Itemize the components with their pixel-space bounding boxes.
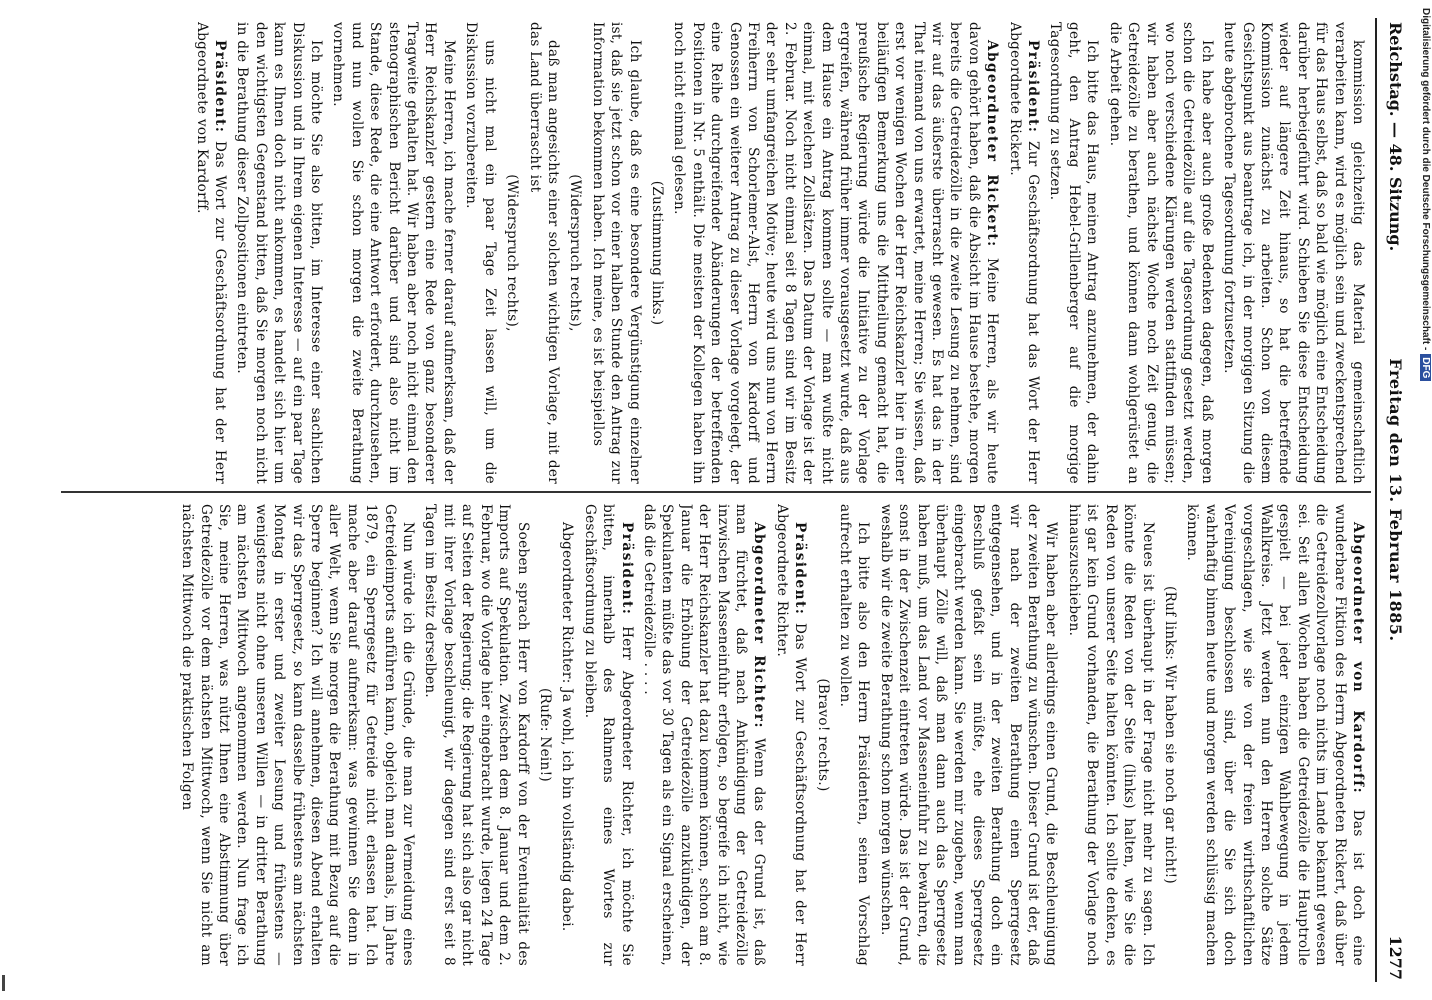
right-text-column: [67, 504, 1367, 966]
speaker-name: Abgeordneter von Kardorff:: [1350, 522, 1366, 795]
header-date: Freitag den 13. Februar 1885.: [1386, 358, 1405, 642]
paragraph-text: Ich bitte das Haus, meinen Antrag anzunehmen, der dahin geht, den Antrag Hebel-Grillenberger auf die morgige Tagesordnung zu setzen.: [1047, 22, 1101, 484]
paragraph: [421, 504, 531, 966]
paragraph-text: (Widerspruch rechts),: [504, 174, 521, 332]
paragraph: [558, 504, 576, 966]
paragraph-text: (Ruf links: Wir haben sie noch gar nicht!): [1161, 585, 1178, 885]
paragraph: [178, 504, 417, 966]
speech-paragraph: [670, 22, 1001, 484]
interjection: [536, 504, 554, 966]
interjection: [503, 22, 521, 484]
paragraph-text: Zur Geschäftsordnung hat das Wort der Herr Abgeordnete Rickert.: [1006, 22, 1042, 484]
speaker-name: Präsident:: [212, 40, 229, 134]
paragraph-text: Das ist doch eine wunderbare Fiktion des Herrn Abgeordneten Rickert, daß über die Getreidezollvorlage noch nichts im Lande bekannt gewesen sei. Seit allen Wochen haben die Getreidezölle die Hauptrolle gespielt — bei jeder einzigen Wahlbewegung in jedem Wahlkreise. Jetzt werden nun den Herren solche Sätze vorgeschlagen, wie sie von der freien wirthschaftlichen Vereinigung beschlossen sind, über die Sie sich doch wahrhaftig binnen heute und morgen werden schlüssig machen können.: [1184, 504, 1366, 966]
speech-paragraph: [580, 504, 635, 966]
paragraph-text: Nun würde ich die Gründe, die man zur Vermeidung eines Getreideimports anführen kann, obgleich man damals, im Jahre 1879, ein Sperrgesetz für Getreide nicht erlassen hat. Ich mache aber darauf aufmerksam: was gewinnen Sie denn in aller Welt, wenn Sie morgen die Berathung mit Bezug auf die Sperre beginnen? Ich will annehmen, diesen Abend erhalten wir das Sperrgesetz, so kann dasselbe frühestens am nächsten Montag in erster und zweiter Lesung und frühestens — wenigstens nicht ohne unseren Willen — in dritter Berathung am nächsten Mittwoch angenommen werden. Nun frage ich Sie, meine Herren, was nützt Ihnen eine Abstimmung über Getreidezölle vor dem nächsten Mittwoch, wenn Sie nicht am nächsten Mittwoch die praktischen Folgen: [179, 504, 417, 966]
paragraph-text: (Zustimmung links.): [648, 180, 665, 326]
credit-label: Digitalisierung gefördert durch die Deutsche Forschungsgemeinschaft -: [1420, 8, 1431, 351]
paragraph-text: Ich möchte Sie also bitten, im Interesse einer sachlichen Diskussion und in Ihrem eigenen Interesse — auf ein paar Tage kann es Ihnen doch nicht ankommen, es handelt sich hier um den wichtigsten Gegenstand bitten, daß Sie morgen noch nicht in die Berathung dieser Zollpositionen eintreten.: [234, 22, 325, 484]
interjection: [566, 22, 584, 484]
page-header: [1377, 10, 1411, 990]
speaker-name: Präsident:: [1025, 40, 1042, 134]
paragraph: [836, 504, 873, 966]
paragraph-text: Meine Herren, ich mache ferner darauf aufmerksam, daß der Herr Reichskanzler gestern eine Rede von ganz besonderer Tragweite gehalten hat. Wir haben aber noch nicht einmal den stenographischen Bericht darüber und sind also nicht im Stande, diese Rede, die eine Antwort erfordert, durchzusehen, und nun wollen Sie schon morgen die zweite Berathung vornehmen.: [330, 22, 457, 484]
paragraph-text: (Bravo! rechts.): [814, 678, 831, 792]
paragraph: [329, 22, 458, 484]
paragraph: [233, 22, 325, 484]
dfg-badge: DFG: [1420, 354, 1431, 381]
speech-paragraph: [640, 504, 769, 966]
column-divider: [61, 491, 1371, 493]
paragraph: [1046, 22, 1101, 484]
paragraph: [525, 22, 562, 484]
paragraph-text: Herr Abgeordneter Richter, ich möchte Sie bitten, innerhalb des Rahmens eines Wortes zur Geschäftsordnung zu bleiben.: [581, 504, 635, 966]
left-text-column: [67, 22, 1367, 484]
paragraph: [1220, 22, 1367, 484]
speaker-name: Abgeordneter Richter:: [751, 522, 768, 729]
speech-paragraph: [1005, 22, 1042, 484]
scan-margin-mark: [2, 975, 5, 991]
paragraph: [876, 504, 1060, 966]
paragraph-text: Abgeordneter Richter: Ja wohl, ich bin vollständig dabei.: [559, 522, 576, 932]
paragraph-text: Das Wort zur Geschäftsordnung hat der Herr Abgeordnete Richter.: [773, 504, 809, 966]
digitization-credit-strip: [1409, 8, 1431, 988]
rotated-document-page: [51, 10, 1411, 990]
credit-text: [1420, 8, 1431, 988]
interjection: [1161, 504, 1179, 966]
paragraph-text: Ich bitte also den Herrn Präsidenten, seinen Vorschlag aufrecht erhalten zu wollen.: [837, 504, 872, 966]
paragraph-text: Ich habe aber auch große Bedenken dagegen, daß morgen schon die Getreidezölle auf die Tagesordnung gesetzt werden, wo noch verschiedene Klärungen werden stattfinden müssen; wir haben aber auch nächste Woche noch Zeit genug, die Getreidezölle zu berathen, und können dann wohlgerüstet an die Arbeit gehen.: [1106, 22, 1215, 484]
header-rule: [1375, 18, 1377, 982]
speech-paragraph: [1183, 504, 1367, 966]
paragraph: [588, 22, 643, 484]
speech-paragraph: [192, 22, 229, 484]
paragraph-text: (Rufe: Nein!): [536, 688, 553, 782]
paragraph-text: uns nicht mal ein paar Tage Zeit lassen will, um die Diskussion vorzubereiten.: [463, 22, 498, 484]
paragraph-text: kommission gleichzeitig das Material gemeinschaftlich verarbeiten kann, wird es möglich sein und zweckentsprechend für das Haus selbst, daß so bald wie möglich eine Entscheidung darüber herbeigeführt wird. Schieben Sie diese Entscheidung wieder auf längere Zeit hinaus, so hat die betreffende Kommission zunächst zu arbeiten. Schon von diesem Gesichtspunkt aus beantrage ich, in der morgigen Sitzung die heute abgebrochene Tagesordnung fortzusetzen.: [1221, 22, 1366, 484]
paragraph-text: Wir haben aber allerdings einen Grund, die Beschleunigung der zweiten Berathung zu wünschen. Dieser Grund ist der, daß wir nach der zweiten Berathung einen Sperrgesetz entgegensehen, und in der zweiten Berathung doch ein Beschluß gefaßt sein müßte, ehe dieses Sperrgesetz eingebracht werden kann. Sie werden mir zugeben, wenn man überhaupt Zölle will, daß man dann auch das Sperrgesetz haben muß, um das Land vor Masseneinfuhr zu bewahren, die sonst in der Zwischenzeit eintreten würde. Das ist der Grund, weshalb wir die zweite Berathung schon morgen wünschen.: [877, 504, 1060, 966]
page-number: 1277: [1386, 935, 1405, 980]
paragraph-text: daß man angesichts einer solchen wichtigen Vorlage, mit der das Land überrascht ist: [526, 22, 561, 484]
speech-paragraph: [772, 504, 809, 966]
header-session: Reichstag. — 48. Sitzung.: [1386, 22, 1405, 252]
speaker-name: Präsident:: [618, 522, 635, 616]
paragraph-text: Soeben sprach Herr von Kardorff von der Eventualität des Imports auf Spekulation. Zwischen dem 8. Januar und dem 2. Februar, wo die Vorlage hier eingebracht wurde, liegen 24 Tage auf Seiten der Regierung; die Regierung hat sich also gar nicht mit ihrer Vorlage beschleunigt, wir dagegen sind erst seit 8 Tagen im Besitz derselben.: [422, 504, 531, 966]
speaker-name: Abgeordneter Rickert:: [984, 40, 1001, 248]
paragraph-text: Wenn das der Grund ist, daß man fürchtet, daß nach Ankündigung der Getreidezölle inzwischen Masseneinfuhr erfolgen, so begreife ich nicht, wie der Herr Reichskanzler hat dazu kommen können, schon am 8. Januar die Erhöhung der Getreidezölle anzukündigen, der Spekulanten müßte das vor 30 Tagen als ein Signal erscheinen, daß die Getreidezölle . . . .: [640, 504, 768, 966]
paragraph-text: Neues ist überhaupt in der Frage nicht mehr zu sagen. Ich könnte die Reden von der Seite (links) halten, wie Sie die Reden von unserer Seite halten könnten. Ich sollte denken, es ist gar kein Grund vorhanden, die Berathung der Vorlage noch hinauszuschieben.: [1065, 504, 1156, 966]
paragraph: [1065, 504, 1157, 966]
interjection: [648, 22, 666, 484]
paragraph: [1105, 22, 1215, 484]
paragraph-text: Ich glaube, daß es eine besondere Vergünstigung einzelner ist, daß sie jetzt schon vor einer halben Stunde den Antrag zur Information bekommen haben. Ich meine, es ist beispiellos: [589, 22, 643, 484]
paragraph-text: Meine Herren, als wir heute davon gehört haben, daß die Absicht im Hause bestehe, morgen bereits die Getreidezölle in die zweite Lesung zu nehmen, sind wir auf das äußerste überrascht gewesen. Es hat das in der That niemand von uns erwartet, meine Herren; Sie wissen, daß erst vor wenigen Wochen der Herr Reichskanzler hier in einer beiläufigen Bemerkung uns die Mittheilung gemacht hat, die preußische Regierung würde die Initiative zu der Vorlage ergreifen, während früher immer vorausgesetzt wurde, daß aus dem Hause ein Antrag kommen sollte — man wußte nicht einmal, mit welchen Zollsätzen. Das Datum der Vorlage ist der 2. Februar. Noch nicht einmal seit 8 Tagen sind wir im Besitz der sehr umfangreichen Motive; heute wird uns nun von Herrn Freiherrn von Schorlemer-Alst, Herrn von Kardorff und Genossen ein weiterer Antrag zu dieser Vorlage vorgelegt, der eine Reihe durchgreifender Abänderungen der betreffenden Positionen in Nr. 5 enthält. Die meisten der Kollegen haben ihn noch nicht einmal gelesen.: [671, 22, 1001, 484]
paragraph-text: (Widerspruch rechts),: [567, 174, 584, 332]
speaker-name: Präsident:: [792, 522, 809, 616]
paragraph-text: Das Wort zur Geschäftsordnung hat der Herr Abgeordnete von Kardorff.: [193, 22, 229, 484]
interjection: [813, 504, 831, 966]
paragraph: [462, 22, 499, 484]
